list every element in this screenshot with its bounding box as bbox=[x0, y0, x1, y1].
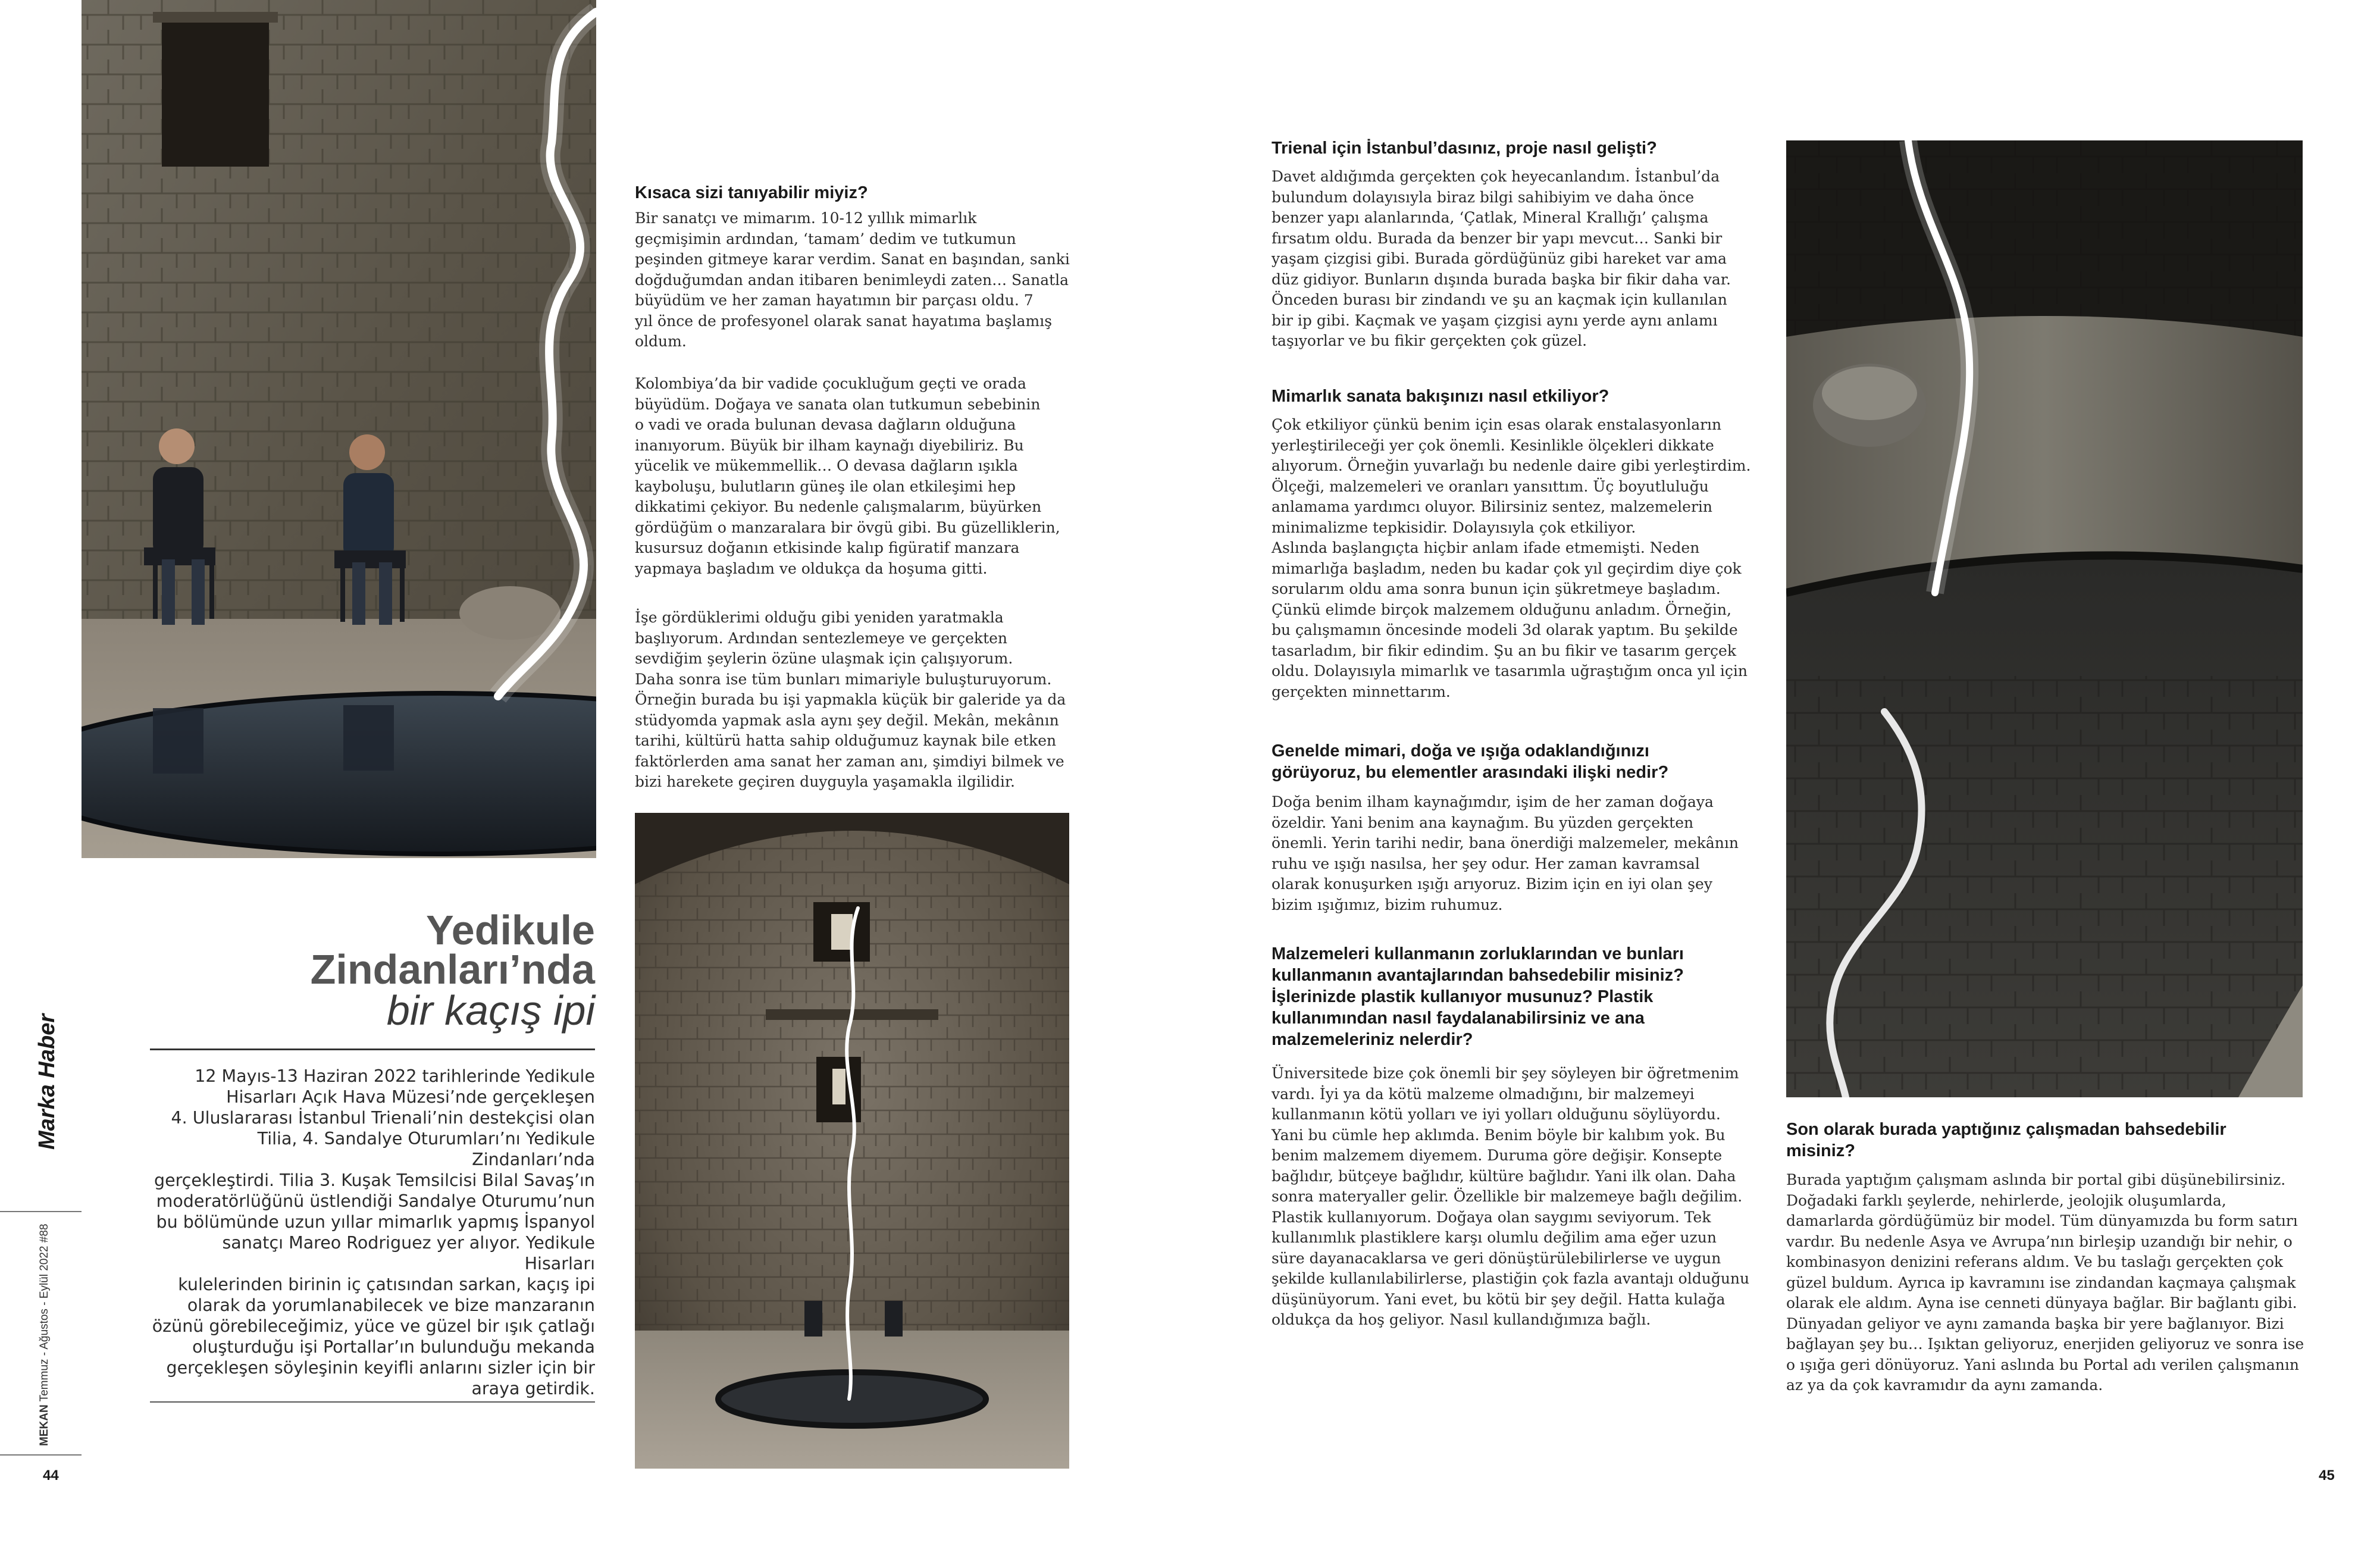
article-subtitle: bir kaçış ipi bbox=[386, 987, 595, 1034]
footer-brand: MEKAN bbox=[38, 1404, 51, 1446]
answer-6: Doğa benim ilham kaynağımdır, işim de her zaman doğaya özeldir. Yani benim ana kaynağım. Bu yüzden gerçekten önemli. Yerin tarihi nedir, bana önerdiği malzemeler, mekânın ruhu ve ışığı nasılsa, her şey odur. Her zaman kavramsal olarak konuşurken ışığı arıyoruz. Bizim için en iyi olan şey bizim ışığımız, bizim ruhumuz. bbox=[1272, 793, 1739, 913]
lead-paragraph: 12 Mayıs-13 Haziran 2022 tarihlerinde Yedikule Hisarları Açık Hava Müzesi’nde gerçekleşen 4. Uluslararası İstanbul Trienali’nin destekçisi olan Tilia, 4. Sandalye Oturumları’nı Yedikule Zindanları’nda gerçekleştirdi. Tilia 3. Kuşak Temsilcisi Bilal Savaş’ın moderatörlüğünü üstlendiği Sandalye Oturumu’nun bu bölümünde uzun yıllar mimarlık yapmış İspanyol sanatçı Mareo Rodriguez yer alıyor. Yedikule Hisarları kulelerinden birinin iç çatısından sarkan, kaçış ipi olarak da yorumlanabilecek ve bize manzaranın özünü görebileceğimiz, yüce ve güzel bir ışık çatlağı oluşturduğu işi Portallar’ın bulunduğu mekanda gerçekleşen söyleşinin keyifli anlarını sizler için bir araya getirdik. bbox=[152, 1066, 595, 1398]
article-title bbox=[310, 907, 595, 993]
answer-8: Burada yaptığım çalışmam aslında bir portal gibi düşünebilirsiniz. Doğadaki farklı şeylerde, nehirlerde, jeolojik oluşumlarda, damarlarda gördüğümüz bir model. Tüm dünyamızda bu form satırı vardır. Bu nedenle Asya ve Avrupa’nın birleşip uzandığı bir nehir, o kombinasyon denizini referans aldım. Ve bu taslağı gerçekten çok güzel buldum. Ayrıca ip kavramını ise zindandan kaçmaya çalışmak olarak ele aldım. Ayna ise cenneti dünyaya bağlar. Bir bağlantı gibi. Dünyadan geliyor ve aynı zamanda başka bir yere bağlanıyor. Bizi bağlayan şey bu… Işıktan geliyoruz, enerjiden geliyoruz ve sonra ise o ışığa geri dönüyoruz. Yani aslında bu Portal adı verilen çalışmanın az ya da çok kavramıdır da aynı zamanda. bbox=[1786, 1171, 2304, 1394]
answer-3: İşe gördüklerimi olduğu gibi yeniden yaratmakla başlıyorum. Ardından sentezlemeye ve gerçekten sevdiğim şeylerin özüne ulaşmak için çalışıyorum. Daha sonra ise tüm bunları mimariyle buluşturuyorum. Örneğin burada bu işi yapmakla küçük bir galeride ya da stüdyomda yapmak asla aynı şey değil. Mekân, mekânın tarihi, kültürü hatta sahip olduğumuz kaynak bile etken faktörlerden ama sanat her zaman anı, şimdiyi bilmek ve bizi harekete geçiren duyguyla yaşamakla ilgilidir. bbox=[635, 609, 1066, 790]
footer-issue bbox=[38, 1224, 51, 1446]
photo-tower-interior bbox=[635, 813, 1069, 1469]
question-6: Son olarak burada yaptığınız çalışmadan bahsedebilir misiniz? bbox=[1786, 1120, 2226, 1160]
answer-1: Bir sanatçı ve mimarım. 10-12 yıllık mimarlık geçmişimin ardından, ‘tamam’ dedim ve tutkumun peşinden gitmeye karar verdim. Sanat en başından, sanki doğduğumdan andan itibaren benimleydi zaten… Sanatla büyüdüm ve her zaman hayatımın bir parçası oldu. 7 yıl önce de profesyonel olarak sanat hayatıma başlamış oldum. bbox=[635, 209, 1070, 350]
title-rule-top bbox=[150, 1049, 595, 1050]
title-rule-bottom bbox=[150, 1401, 595, 1403]
title-line-2: Zindanları’nda bbox=[310, 946, 595, 993]
question-1: Kısaca sizi tanıyabilir miyiz? bbox=[635, 183, 868, 202]
question-2: Trienal için İstanbul’dasınız, proje nasıl gelişti? bbox=[1272, 139, 1657, 158]
answer-5: Çok etkiliyor çünkü benim için esas olarak enstalasyonların yerleştirileceği yer çok önemli. Kesinlikle ölçekleri dikkate alıyorum. Örneğin yuvarlağı bu nedenle daire gibi yerleştirdim. Ölçeği, malzemeleri ve oranları yansıttım. Üç boyutluluğu anlamama yardımcı oluyor. Bilirsiniz sentez, malzemelerin minimalizme tepkisidir. Dolayısıyla çok etkiliyor. Aslında başlangıçta hiçbir anlam ifade etmemişti. Neden mimarlığa başladım, neden bu kadar çok yıl geçirdim diye çok sorularım oldu ama sonra bunun için şükretmeye başladım. Çünkü elimde birçok malzemem olduğunu anladım. Örneğin, bu çalışmamın öncesinde modeli 3d olarak yaptım. Bu şekilde tasarladım, bir fikir edindim. Şu an bu fikir ve tasarım gerçek oldu. Dolayısıyla mimarlık ve tasarımla uğraştığım onca yıl için gerçekten minnettarım. bbox=[1272, 416, 1751, 700]
footer-divider bbox=[0, 1454, 82, 1456]
section-divider bbox=[0, 1211, 82, 1212]
answer-4: Davet aldığımda gerçekten çok heyecanlandım. İstanbul’da bulundum dolayısıyla biraz bilgi sahibiyim ve daha önce benzer yapı alanlarında, ‘Çatlak, Mineral Krallığı’ çalışma fırsatım oldu. Burada da benzer bir yapı mevcut… Sanki bir yaşam çizgisi gibi. Burada gördüğünüz gibi hareket var ama düz gidiyor. Bunların dışında burada başka bir fikir daha var. Önceden burası bir zindandı ve şu an kaçmak için kullanılan bir ip gibi. Kaçmak ve yaşam çizgisi aynı yerde aynı anlamı taşıyorlar ve bu fikir gerçekten çok güzel. bbox=[1272, 168, 1731, 349]
answer-2: Kolombiya’da bir vadide çocukluğum geçti ve orada büyüdüm. Doğaya ve sanata olan tutkumun sebebinin o vadi ve orada bulunan devasa dağların olduğuna inanıyorum. Büyük bir ilham kaynağı diyebiliriz. Bu yücelik ve mükemmellik… O devasa dağların ışıkla kayboluşu, bulutların güneş ile olan etkileşimi hep dikkatimi çekiyor. Bu nedenle çalışmalarım, büyürken gördüğüm o manzaralara bir övgü gibi. Bu güzelliklerin, kusursuz doğanın etkisinde kalıp figüratif manzara yapmaya başladım ve oldukça da hoşuma gitti. bbox=[635, 375, 1060, 577]
photo-mirror-installation bbox=[1786, 140, 2303, 1097]
question-3: Mimarlık sanata bakışınızı nasıl etkiliyor? bbox=[1272, 387, 1609, 406]
page-number-right: 45 bbox=[2319, 1467, 2335, 1483]
photo-interview-seated bbox=[82, 0, 596, 858]
page-number-left: 44 bbox=[43, 1467, 59, 1483]
question-4: Genelde mimari, doğa ve ışığa odaklandığınızı görüyoruz, bu elementler arasındaki ilişki nedir? bbox=[1272, 741, 1669, 782]
footer-issue-text: Temmuz - Ağustos - Eylül 2022 #88 bbox=[38, 1223, 51, 1402]
question-5: Malzemeleri kullanmanın zorluklarından ve bunları kullanmanın avantajlarından bahsedebilir misiniz? İşlerinizde plastik kullanıyor musunuz? Plastik kullanımından nasıl faydalanabilirsiniz ve ana malzemeleriniz nelerdir? bbox=[1272, 944, 1684, 1049]
title-line-1: Yedikule bbox=[425, 907, 595, 953]
section-label: Marka Haber bbox=[35, 1013, 60, 1150]
answer-7: Üniversitede bize çok önemli bir şey söyleyen bir öğretmenim vardı. İyi ya da kötü malzeme olmadığını, bir malzemeyi kullanmanın kötü yolları ve iyi yolları olduğunu söylüyordu. Yani bu cümle hep aklımda. Benim böyle bir kalıbım yok. Bu benim malzemem diyemem. Duruma göre değişir. Konsepte bağlıdır, bütçeye bağlıdır, kültüre bağlıdır. Yani ilk olan. Daha sonra materyaller gelir. Özellikle bir malzemeye bağlı değilim. Plastik kullanıyorum. Doğaya olan saygımı seviyorum. Tek kullanımlık plastiklere karşı olumlu değilim ama eğer uzun süre dayanacaklarsa ve geri dönüştürülebilirlerse ve uygun şekilde kullanılabilirlerse, plastiğin çok fazla avantajı olduğunu düşünüyorum. Yani evet, bu kötü bir şey değil. Hatta kulağa oldukça da hoş geliyor. Nasıl kullandığımıza bağlı. bbox=[1272, 1065, 1750, 1328]
